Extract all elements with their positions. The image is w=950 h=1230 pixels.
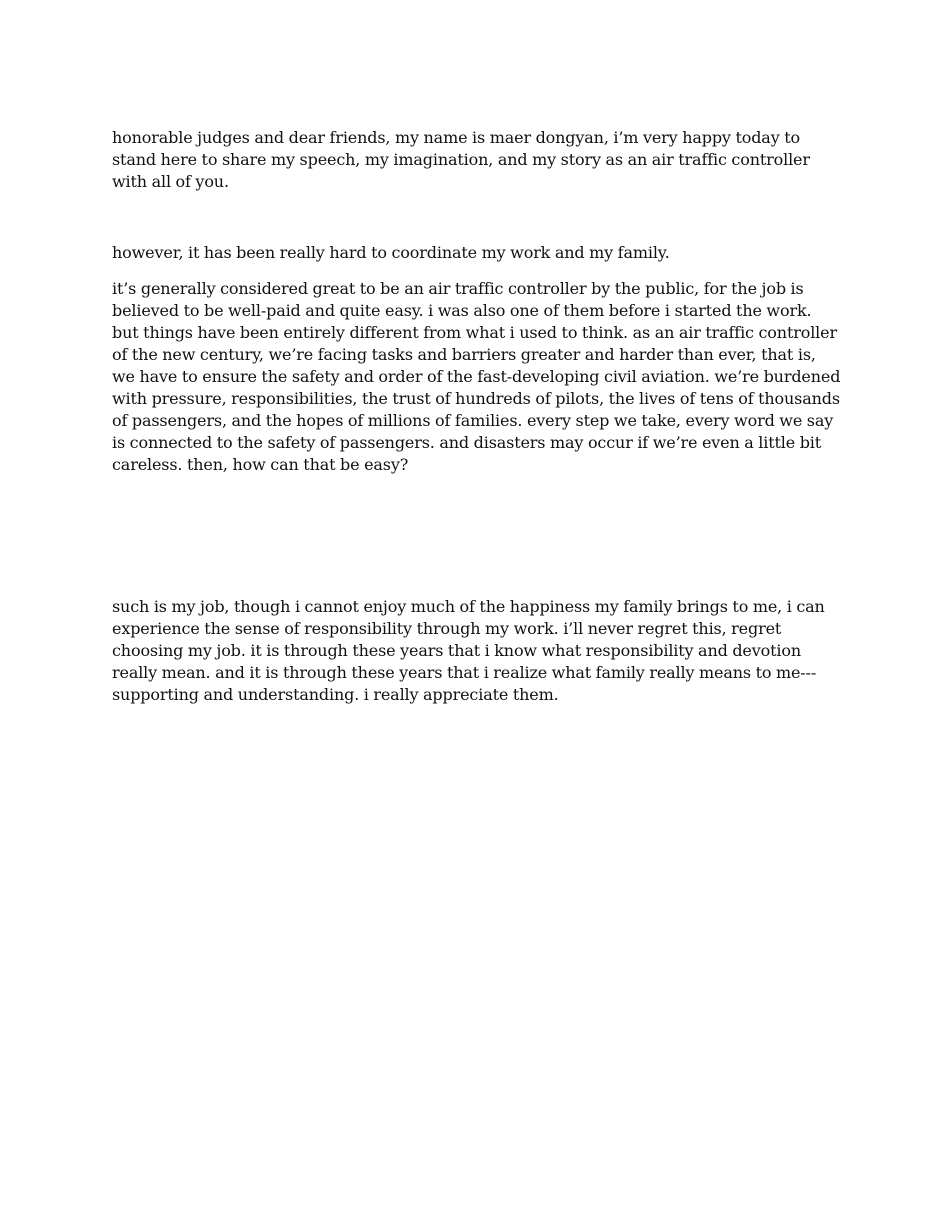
paragraph-job-description: it’s generally considered great to be an air traffic controller by the public, for the job is believed to be well-paid and quite easy. i was also one of them before i started the work. but things have been entirely different from what i used to think. as an air traffic controller of the new century, we’re facing tasks and barriers greater and harder than ever, that is, we have to ensure the safety and order of the fast-developing civil aviation. we’re burdened with pressure, responsibilities, the trust of hundreds of pilots, the lives of tens of thousands of passengers, and the hopes of millions of families. every step we take, every word we say is connected to the safety of passengers. and disasters may occur if we’re even a little bit careless. then, how can that be easy? [112,279,841,474]
paragraph-introduction: honorable judges and dear friends, my name is maer dongyan, i’m very happy today to stand here to share my speech, my imagination, and my story as an air traffic controller with all of you. [112,128,810,191]
paragraph-conclusion: such is my job, though i cannot enjoy much of the happiness my family brings to me, i can experience the sense of responsibility through my work. i’ll never regret this, regret choosing my job. it is through these years that i know what responsibility and devotion really mean. and it is through these years that i realize what family really means to me---supporting and understanding. i really appreciate them. [112,597,825,704]
paragraph-work-family: however, it has been really hard to coordinate my work and my family. [112,243,670,262]
